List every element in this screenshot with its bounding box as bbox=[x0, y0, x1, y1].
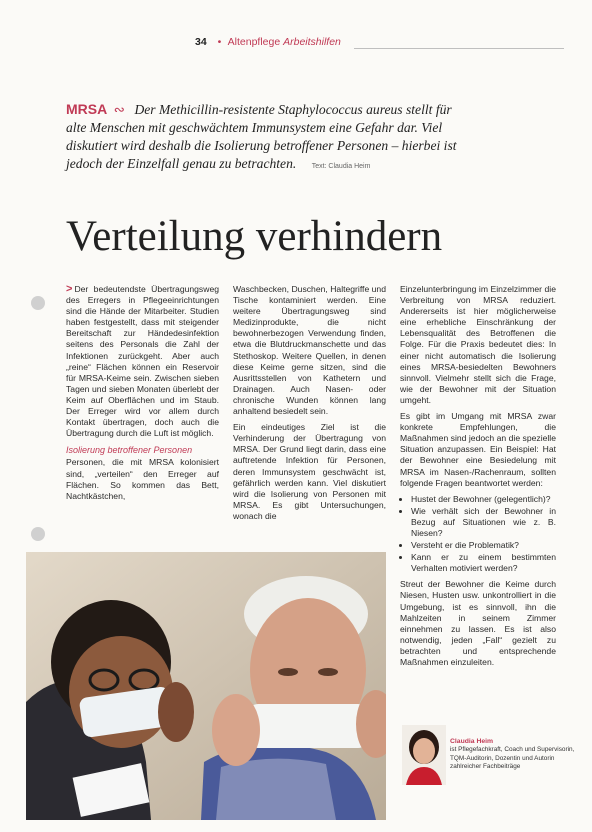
author-bio bbox=[450, 738, 582, 772]
col3-paragraph-3: Streut der Bewohner die Keime durch Niesen, Husten usw. unkontrolliert in die Umgebung, ist es sinnvoll, ihn die Mahlzeiten in seinem Zimmer einnehmen zu lassen. Es ist also notwendig, jeden „Fall“ gezielt zu betrachten und entsprechende Maßnahmen einzuleiten. bbox=[400, 579, 556, 667]
page-number: 34 bbox=[195, 36, 207, 48]
author-description: ist Pflegefachkraft, Coach und Supervisorin, TQM-Auditorin, Dozentin und Autorin zahlreicher Fachbeiträge bbox=[450, 746, 575, 771]
header-bullet: • bbox=[217, 36, 222, 48]
author-avatar bbox=[402, 725, 446, 785]
col1-paragraph-2: Personen, die mit MRSA kolonisiert sind, „verteilen“ den Erreger auf Flächen. So kommen das Bett, Nachtkästchen, bbox=[66, 457, 219, 501]
author-credit: Text: Claudia Heim bbox=[311, 163, 371, 170]
running-header bbox=[195, 36, 341, 48]
article-photo bbox=[26, 552, 386, 820]
article-title: Verteilung verhindern bbox=[66, 213, 443, 260]
col2-paragraph-2: Ein eindeutiges Ziel ist die Verhinderung der Übertragung von MRSA. Der Grund liegt darin, dass eine auftretende Infektion für Personen, deren Immunsystem geschwächt ist, gefährlich werden kann. Viel diskutiert wird die Isolierung von Personen mit MRSA. Es gibt Untersuchungen, wonach die bbox=[233, 422, 386, 521]
header-rule bbox=[354, 48, 564, 49]
article-column-2 bbox=[233, 284, 386, 527]
author-name: Claudia Heim bbox=[450, 738, 494, 745]
article-column-1 bbox=[66, 284, 219, 507]
header-subsection: Arbeitshilfen bbox=[283, 36, 341, 48]
mask-demonstration-illustration bbox=[26, 552, 386, 820]
col2-paragraph-1: Waschbecken, Duschen, Haltegriffe und Tische kontaminiert werden. Eine weitere Übertragungsweg sind Medizinprodukte, die nicht bewohnerbezogen Verwendung finden, etwa die Blutdruckmanschette und das Stethoskop. Weitere Quellen, in denen diese Keime gerne sitzen, sind die Ausrittsstellen von Kathetern und Drainagen. Auch Nasen- oder chronische Wunden können lang anhaltend besiedelt sein. bbox=[233, 284, 386, 417]
question-list bbox=[400, 494, 556, 575]
list-item: • Hustet der Bewohner (gelegentlich)? bbox=[411, 494, 556, 505]
list-item: • Kann er zu einem bestimmten Verhalten motiviert werden? bbox=[411, 552, 556, 574]
lead-keyword: MRSA bbox=[66, 101, 108, 117]
col1-paragraph-1: > Der bedeutendste Übertragungsweg des Erregers in Pflegeeinrichtungen sind die Hände der Mitarbeiter. Studien haben festgestellt, dass mit steigender Bereitschaft zur Händedesinfektion seitens des Personals die Zahl der Infektionen zurückgeht. Aber auch „reine“ Flächen können ein Reservoir für MRSA-Keime sein. Zwischen sieben Tagen und sieben Monaten überlebt der Keim auf Oberflächen und im Staub. Der Erreger wird vor allem durch Kontakt übertragen, doch auch die Übertragung durch die Luft ist möglich. bbox=[66, 283, 219, 439]
header-section: Altenpflege bbox=[227, 36, 281, 48]
article-lead bbox=[66, 100, 474, 176]
list-item: • Versteht er die Problematik? bbox=[411, 540, 556, 551]
col3-paragraph-1: Einzelunterbringung im Einzelzimmer die Verbreitung von MRSA reduziert. Andererseits ist hier möglicherweise eine erhebliche Einschränkung der Lebensqualität des Betroffenen die Folge. Für die Praxis bedeutet dies: In einer nicht automatisch die Isolierung eines MRSA-besiedelten Bewohners sinnvoll. Vielmehr stellt sich die Frage, wie der Bewohner mit der Situation umgeht. bbox=[400, 284, 556, 405]
article-column-3 bbox=[400, 284, 556, 673]
author-portrait-icon bbox=[402, 725, 446, 785]
punch-hole-top bbox=[31, 296, 45, 310]
col3-paragraph-2: Es gibt im Umgang mit MRSA zwar konkrete Empfehlungen, die Maßnahmen sind jedoch an die spezielle Situation anzupassen. Ein Beispiel: Hat der Bewohner eine Besiedelung mit MRSA im Nasen-/Rachenraum, sollten folgende Fragen beantwortet werden: bbox=[400, 411, 556, 488]
chevron-right-icon: > bbox=[66, 283, 73, 295]
lead-text: Der Methicillin-resistente Staphylococcus aureus stellt für alte Menschen mit geschwächtem Immunsystem eine Gefahr dar. Viel diskutiert wird deshalb die Isolierung betroffener Personen – hierbei ist jedoch der Einzelfall genau zu betrachten. bbox=[66, 102, 457, 171]
list-item: • Wie verhält sich der Bewohner in Bezug auf Situationen wie z. B. Niesen? bbox=[411, 506, 556, 539]
tilde-icon: ∾ bbox=[113, 102, 126, 117]
punch-hole-bottom bbox=[31, 527, 45, 541]
col1-subheading: Isolierung betroffener Personen bbox=[66, 445, 193, 456]
